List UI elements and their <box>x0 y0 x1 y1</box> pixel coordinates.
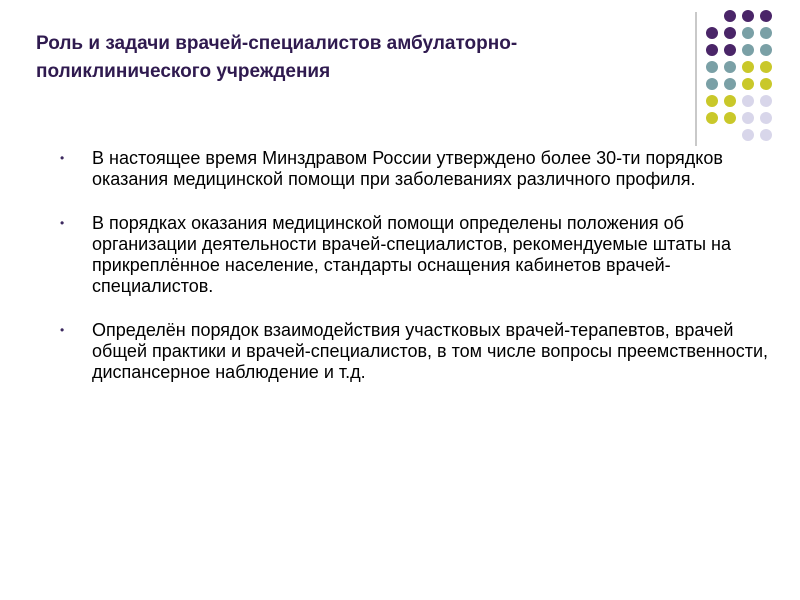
dot-spacer <box>706 129 718 141</box>
bullet-icon: • <box>60 151 65 165</box>
bullet-item-2 <box>60 213 780 297</box>
dot-teal <box>760 44 772 56</box>
bullet-icon: • <box>60 323 65 337</box>
bullet-list <box>60 148 780 406</box>
dot-teal <box>742 44 754 56</box>
bullet-item-1 <box>60 148 780 190</box>
dot-yellow <box>760 61 772 73</box>
bullet-text: Определён порядок взаимодействия участковых врачей-терапевтов, врачей общей практики и врачей-специалистов, в том числе вопросы преемственности, диспансерное наблюдение и т.д. <box>92 320 769 382</box>
dot-yellow <box>706 95 718 107</box>
dot-teal <box>724 61 736 73</box>
dot-teal <box>742 27 754 39</box>
bullet-text: В порядках оказания медицинской помощи определены положения об организации деятельности врачей-специалистов, рекомендуемые штаты на прикреплённое население, стандарты оснащения кабинетов врачей-специалистов. <box>92 213 731 296</box>
slide-title: Роль и задачи врачей-специалистов амбулаторно-поликлинического учреждения <box>36 33 518 82</box>
dot-spacer <box>706 10 718 22</box>
dot-teal <box>760 27 772 39</box>
bullet-item-3 <box>60 320 780 383</box>
dot-yellow <box>760 78 772 90</box>
dot-lavender <box>760 129 772 141</box>
dot-lavender <box>760 95 772 107</box>
dot-spacer <box>724 129 736 141</box>
dot-yellow <box>742 61 754 73</box>
decorative-dot-grid <box>706 10 772 141</box>
dot-yellow <box>706 112 718 124</box>
dot-purple <box>706 27 718 39</box>
dot-yellow <box>724 95 736 107</box>
dot-purple <box>760 10 772 22</box>
dot-purple <box>706 44 718 56</box>
bullet-text: В настоящее время Минздравом России утверждено более 30-ти порядков оказания медицинской помощи при заболеваниях различного профиля. <box>92 148 723 189</box>
dot-purple <box>724 44 736 56</box>
dot-purple <box>742 10 754 22</box>
dot-lavender <box>760 112 772 124</box>
dot-teal <box>706 61 718 73</box>
vertical-divider <box>695 12 697 146</box>
dot-purple <box>724 10 736 22</box>
dot-lavender <box>742 95 754 107</box>
dot-lavender <box>742 112 754 124</box>
dot-purple <box>724 27 736 39</box>
dot-yellow <box>724 112 736 124</box>
dot-lavender <box>742 129 754 141</box>
dot-yellow <box>742 78 754 90</box>
bullet-icon: • <box>60 216 65 230</box>
dot-teal <box>724 78 736 90</box>
dot-teal <box>706 78 718 90</box>
